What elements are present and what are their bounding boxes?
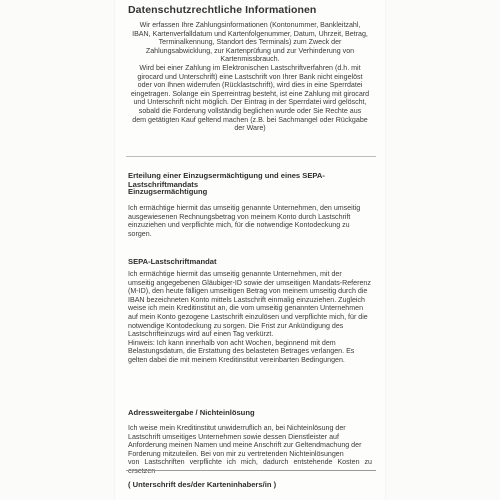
- adress-heading: Adressweitergabe / Nichteinlösung: [128, 408, 255, 417]
- sepa-heading: SEPA-Lastschriftmandat: [128, 257, 217, 266]
- adress-text: Ich weise mein Kreditinstitut unwiderruflich an, bei Nichteinlösung der Lastschrift umseitiges Unternehmen sowie dessen Dienstleister auf Anforderung meinen Namen und meine Anschrift zur Geltendmachung der Forderung mitzuteilen. Bei von mir zu vertretenden Nichteinlösungen von Lastschriften verpflichte ich mich, dadurch entstehende Kosten zu: [128, 424, 372, 467]
- document-title: Datenschutzrechtliche Informationen: [128, 4, 317, 16]
- einzug-heading: Einzugsermächtigung: [128, 187, 208, 196]
- mandate-heading: Erteilung einer Einzugsermächtigung und eines SEPA-Lastschriftmandats: [128, 171, 325, 189]
- einzug-text: Ich ermächtige hiermit das umseitig genannte Unternehmen, den umseitig ausgewiesenen Rechnungsbetrag von meinem Konto durch Lastschrift einzuziehen und verpflichte mich, für die notwendige Kontodeckung zu sorgen.: [128, 204, 361, 238]
- signature-line: [126, 470, 376, 471]
- sepa-text: Ich ermächtige hiermit das umseitig genannte Unternehmen, mit der umseitig angegebenen Gläubiger-ID sowie der umseitigen Mandats-Referenz (M-ID), den heute fälligen umseitigen Betrag von meinem umseitig durch die IBAN bezeichneten Konto mittels Lastschrift einmalig einzuziehen. Zugleich weise ich mein Kreditinstitut an, die vom umseitig genannten Unternehmen auf mein Konto gezogene Lastschrift einzulösen und verpflichte mich, für die notwendige Kontodeckung zu sorgen. Die Frist zur Ankündigung des Lastschrifteinzugs wird auf einen Tag verkürzt. Hinweis: Ich kann innerhalb von acht Wochen, beginnend mit dem Belastungsdatum, die Erstattung des belasteten Betrages verlangen. Es gelten dabei die mit meinem Kreditinstitut vereinbarten Bedingungen.: [128, 270, 371, 364]
- signature-label: ( Unterschrift des/der Karteninhabers/in ): [128, 480, 277, 489]
- privacy-text: Wir erfassen Ihre Zahlungsinformationen (Kontonummer, Bankleitzahl, IBAN, Kartenverfalldatum und Kartenfolgenummer, Datum, Uhrzeit, Betrag, Terminalkennung, Standort des Terminals) zum Zweck der Zahlungsabwicklung, zur Kartenprüfung und zur Verhinderung von Kartenmissbrauch. Wird bei einer Zahlung im Elektronischen Lastschriftverfahren (d.h. mit girocard und Unterschrift) eine Lastschrift von Ihrer Bank nicht eingelöst oder von Ihnen widerrufen (Rücklastschrift), wird dies in eine Sperrdatei eingetragen. Solange ein Sperreintrag besteht, ist eine Zahlung mit girocard und Unterschrift nicht möglich. Der Eintrag in der Sperrdatei wird gelöscht, sobald die Forderung vollständig beglichen wurde oder Sie Rechte aus dem getätigten Kauf geltend machen (z.B. bei Sachmangel oder Rückgabe der Ware): [130, 21, 370, 133]
- section-divider: [126, 156, 376, 157]
